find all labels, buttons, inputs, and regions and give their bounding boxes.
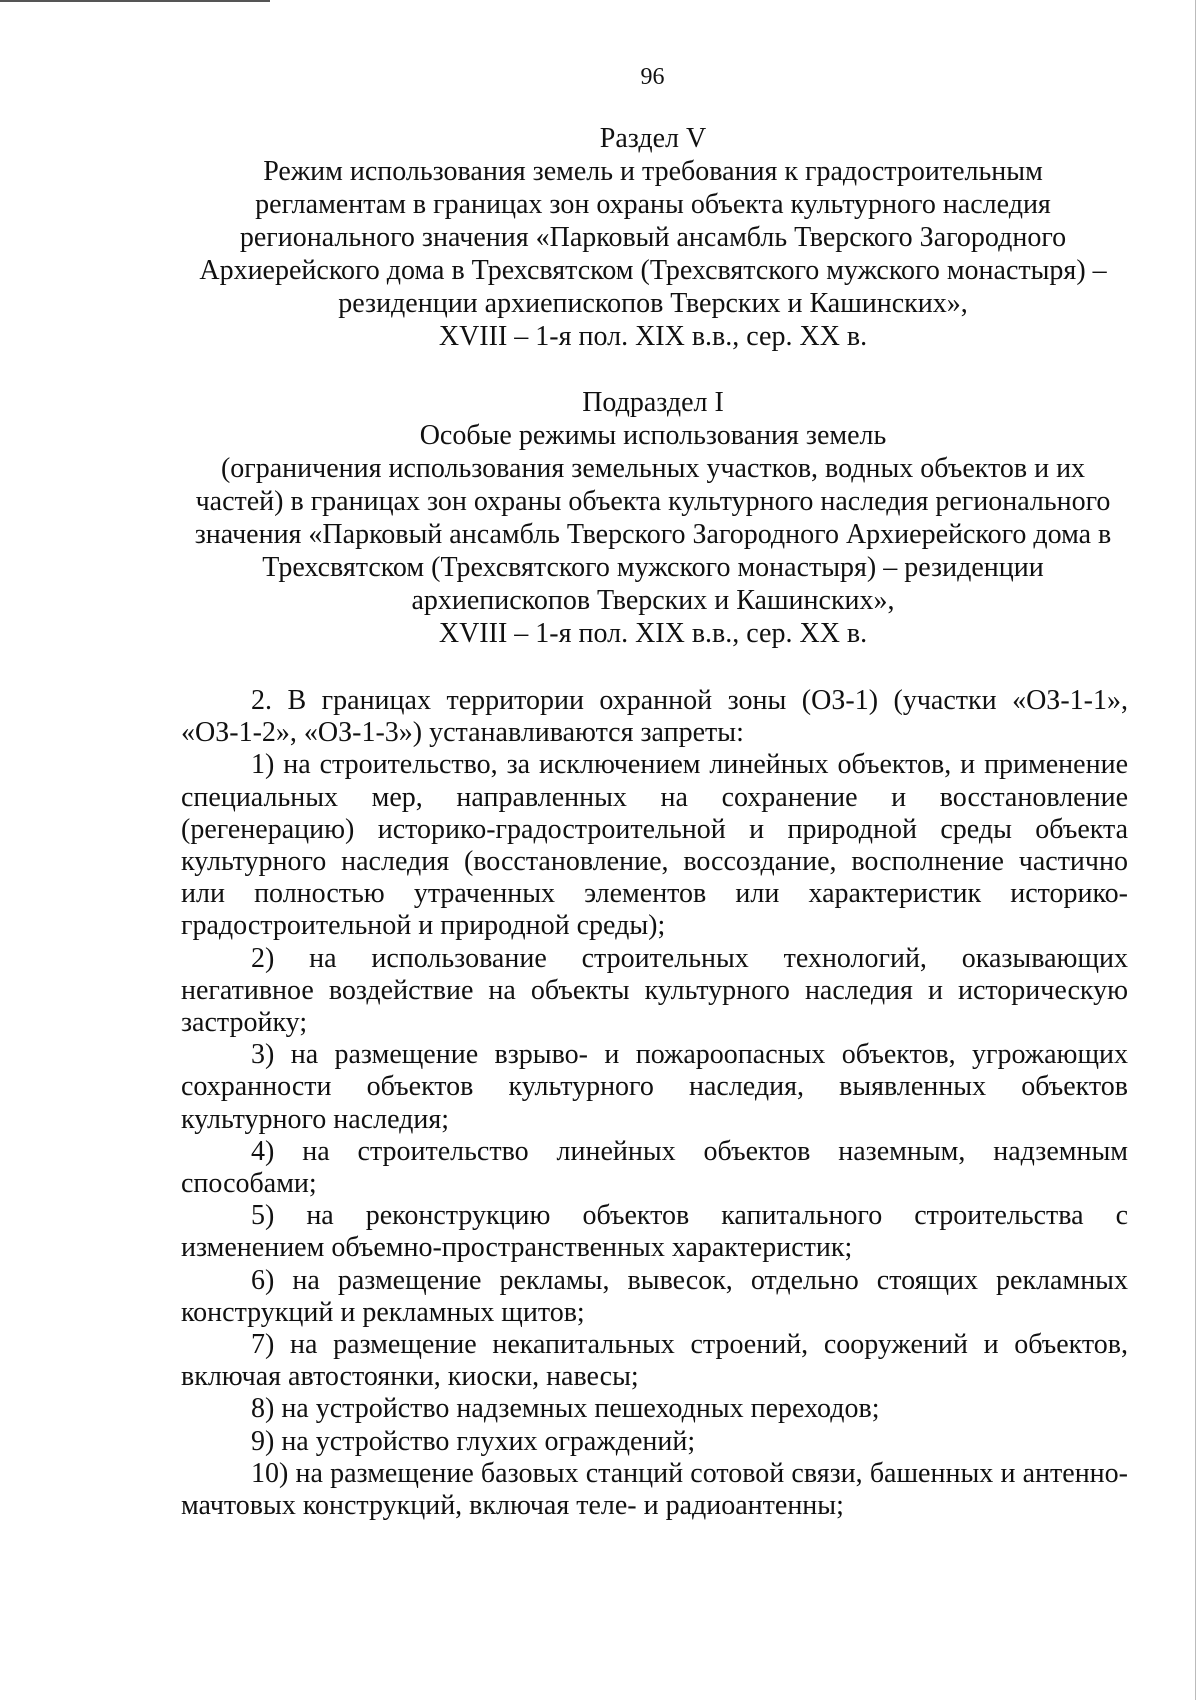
- subsection-title-line: частей) в границах зон охраны объекта культурного наследия регионального: [195, 486, 1111, 517]
- subsection-title-line: значения «Парковый ансамбль Тверского Загородного Архиерейского дома в: [194, 519, 1112, 550]
- subsection-title-line: (ограничения использования земельных участков, водных объектов и их: [220, 453, 1086, 484]
- body-paragraph: 4) на строительство линейных объектов наземным, надземным способами;: [181, 1135, 1128, 1200]
- body-paragraph: 2. В границах территории охранной зоны (ОЗ-1) (участки «ОЗ-1-1», «ОЗ-1-2», «ОЗ-1-3») устанавливаются запреты:: [181, 685, 1128, 749]
- subsection-title-line: Трехсвятском (Трехсвятского мужского монастыря) – резиденции: [262, 552, 1044, 583]
- section-title-block: [170, 122, 1136, 353]
- scan-edge-right: [1195, 0, 1196, 1700]
- body-paragraph: 1) на строительство, за исключением линейных объектов, и применение специальных мер, направленных на сохранение и восстановление (регенерацию) историко-градостроительной и природной среды объекта культурного наследия (восстановление, воссоздание, восполнение частично или полностью утраченных элементов или характеристик историко-градостроительной и природной среды);: [181, 749, 1128, 942]
- section-heading: Раздел V: [599, 123, 707, 154]
- body-paragraph: 9) на устройство глухих ограждений;: [251, 1425, 696, 1457]
- body-paragraph: 7) на размещение некапитальных строений, сооружений и объектов, включая автостоянки, киоски, навесы;: [181, 1329, 1128, 1393]
- scan-edge-top: [0, 0, 270, 2]
- body-paragraph: 5) на реконструкцию объектов капитального строительства с изменением объемно-пространственных характеристик;: [181, 1200, 1128, 1264]
- section-title-line: Архиерейского дома в Трехсвятском (Трехсвятского мужского монастыря) –: [199, 255, 1107, 286]
- body-paragraph: 2) на использование строительных технологий, оказывающих негативное воздействие на объекты культурного наследия и историческую застройку;: [181, 942, 1128, 1039]
- body-paragraph: 10) на размещение базовых станций сотовой связи, башенных и антенно-мачтовых конструкций, включая теле- и радиоантенны;: [181, 1457, 1128, 1522]
- section-title-line: XVIII – 1-я пол. XIX в.в., сер. XX в.: [438, 321, 868, 352]
- body-paragraph: 6) на размещение рекламы, вывесок, отдельно стоящих рекламных конструкций и рекламных щитов;: [181, 1264, 1128, 1328]
- body-paragraph: 8) на устройство надземных пешеходных переходов;: [251, 1393, 880, 1425]
- section-title-line: регионального значения «Парковый ансамбль Тверского Загородного: [239, 222, 1067, 253]
- page-number: 96: [640, 64, 665, 90]
- body-paragraph: 3) на размещение взрыво- и пожароопасных объектов, угрожающих сохранности объектов культурного наследия, выявленных объектов культурного наследия;: [181, 1039, 1128, 1135]
- section-title-line: регламентам в границах зон охраны объекта культурного наследия: [255, 189, 1051, 220]
- section-title-line: резиденции архиепископов Тверских и Кашинских»,: [338, 288, 968, 319]
- document-body: [181, 685, 1128, 1522]
- subsection-title-line: архиепископов Тверских и Кашинских»,: [411, 585, 895, 616]
- subsection-heading: Подраздел I: [582, 387, 724, 418]
- subsection-title-line: Особые режимы использования земель: [419, 420, 887, 451]
- section-title-line: Режим использования земель и требования к градостроительным: [263, 156, 1043, 187]
- subsection-title-line: XVIII – 1-я пол. XIX в.в., сер. XX в.: [438, 618, 868, 649]
- subsection-title-block: [170, 386, 1136, 650]
